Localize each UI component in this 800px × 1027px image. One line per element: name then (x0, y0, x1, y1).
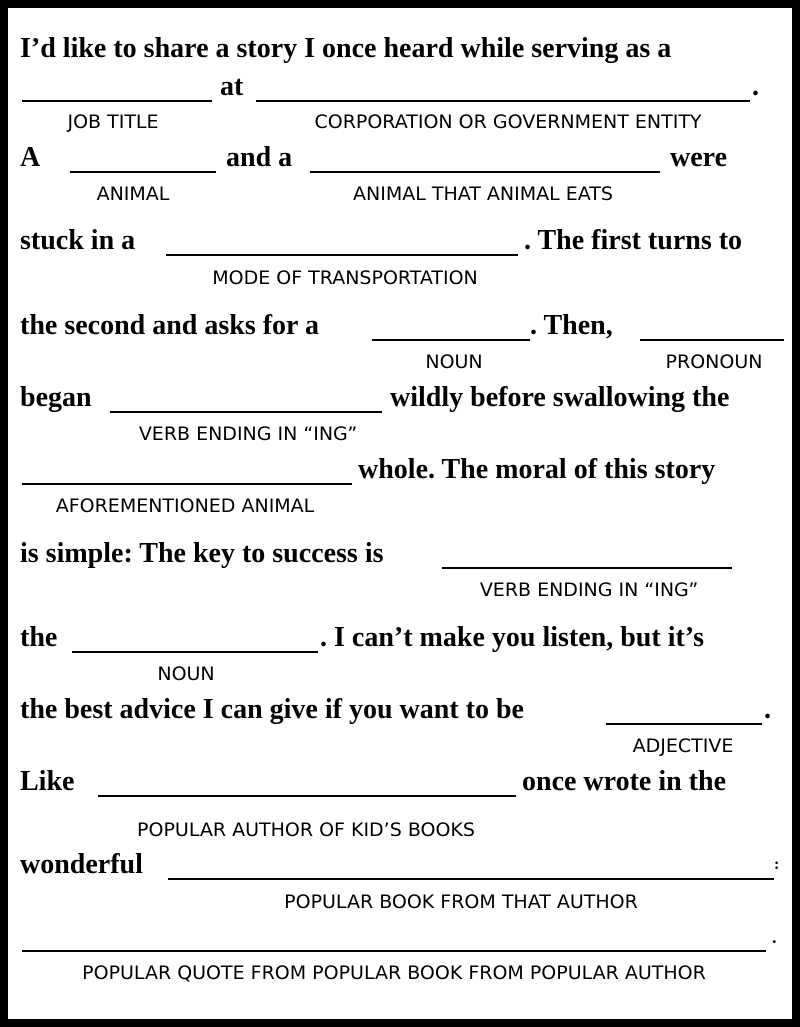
story-text: were (670, 142, 727, 173)
blank-label: CORPORATION OR GOVERNMENT ENTITY (314, 111, 702, 133)
corporation-blank[interactable] (256, 76, 750, 102)
story-text: I’d like to share a story I once heard while serving as a (20, 33, 672, 64)
blank-label: MODE OF TRANSPORTATION (212, 267, 478, 289)
story-line-6 (8, 381, 792, 415)
story-text: once wrote in the (522, 766, 726, 797)
author-blank[interactable] (98, 771, 516, 797)
story-line-9 (8, 621, 792, 655)
blank-label: POPULAR AUTHOR OF KID’S BOOKS (137, 819, 475, 841)
blank-label: ANIMAL THAT ANIMAL EATS (353, 183, 613, 205)
story-line-12 (8, 848, 792, 882)
story-text: the best advice I can give if you want to be (20, 694, 524, 725)
blank-label: VERB ENDING IN “ING” (479, 579, 699, 601)
story-text: . (752, 71, 759, 102)
story-text: . I can’t make you listen, but it’s (320, 622, 704, 653)
story-line-5 (8, 309, 792, 343)
mad-lib-worksheet (8, 8, 792, 1019)
blank-label: AFOREMENTIONED ANIMAL (55, 495, 315, 517)
blank-label: POPULAR QUOTE FROM POPULAR BOOK FROM POPULAR AUTHOR (82, 962, 706, 984)
story-line-1 (8, 32, 792, 66)
verb-ing-blank-2[interactable] (442, 543, 732, 569)
story-text: began (20, 382, 92, 413)
story-text: at (220, 71, 244, 102)
noun-blank[interactable] (372, 315, 530, 341)
blank-label: JOB TITLE (67, 111, 159, 133)
verb-ing-blank[interactable] (110, 387, 382, 413)
book-blank[interactable] (168, 854, 774, 880)
story-text: . The first turns to (524, 225, 743, 256)
blank-label: NOUN (157, 663, 215, 685)
blank-label: NOUN (425, 351, 483, 373)
story-text: and a (226, 142, 293, 173)
story-line-2 (8, 70, 792, 104)
story-text: stuck in a (20, 225, 136, 256)
story-line-11 (8, 765, 792, 799)
story-text: the (20, 622, 58, 653)
story-text: wildly before swallowing the (390, 382, 730, 413)
pronoun-blank[interactable] (640, 315, 784, 341)
animal-blank[interactable] (70, 147, 216, 173)
story-text: is simple: The key to success is (20, 538, 384, 569)
story-text: . Then, (530, 310, 613, 341)
story-line-8 (8, 537, 792, 571)
blank-label: ANIMAL (96, 183, 170, 205)
story-line-10 (8, 693, 792, 727)
story-line-13 (8, 920, 792, 954)
story-text: whole. The moral of this story (358, 454, 716, 485)
story-line-7 (8, 453, 792, 487)
blank-label: ADJECTIVE (632, 735, 734, 757)
story-text: . (772, 927, 777, 947)
noun-blank-2[interactable] (72, 627, 318, 653)
job-title-blank[interactable] (22, 76, 212, 102)
story-text: the second and asks for a (20, 310, 319, 341)
story-text: . (764, 694, 771, 725)
aforementioned-animal-blank[interactable] (22, 459, 352, 485)
quote-blank[interactable] (22, 926, 766, 952)
story-text: wonderful (20, 849, 143, 880)
story-text: : (774, 856, 780, 873)
blank-label: POPULAR BOOK FROM THAT AUTHOR (284, 891, 638, 913)
story-text: Like (20, 766, 75, 797)
blank-label: VERB ENDING IN “ING” (138, 423, 358, 445)
story-text: A (20, 142, 41, 173)
story-line-4 (8, 224, 792, 258)
animal-eats-blank[interactable] (310, 147, 660, 173)
transport-blank[interactable] (166, 230, 518, 256)
adjective-blank[interactable] (606, 699, 762, 725)
blank-label: PRONOUN (665, 351, 763, 373)
story-line-3 (8, 141, 792, 175)
